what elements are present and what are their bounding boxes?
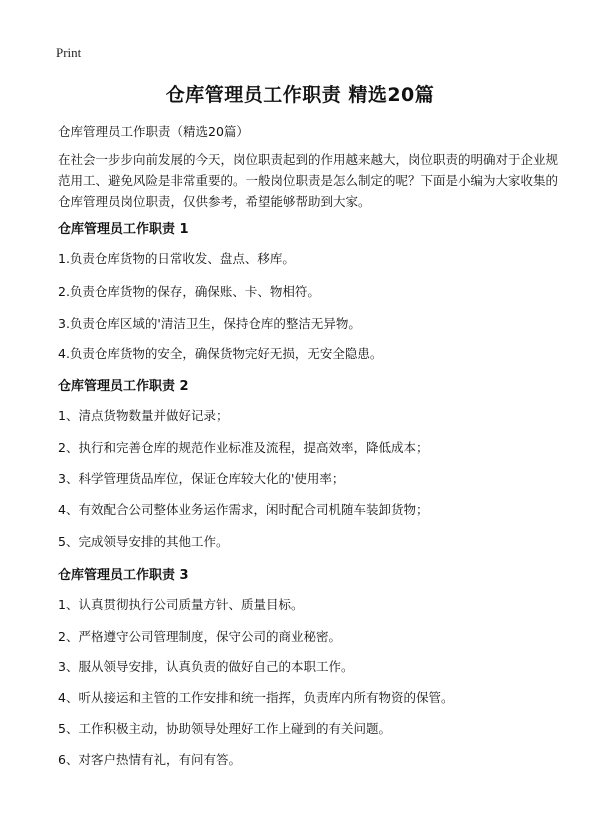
section-heading: 仓库管理员工作职责 3 <box>58 568 189 583</box>
list-item: 1.负责仓库货物的日常收发、盘点、移库。 <box>58 251 295 266</box>
list-item: 6、对客户热情有礼，有问有答。 <box>58 752 241 767</box>
list-item: 3.负责仓库区域的'清洁卫生，保持仓库的整洁无异物。 <box>58 316 361 331</box>
list-item: 2、严格遵守公司管理制度，保守公司的商业秘密。 <box>58 629 341 644</box>
intro-paragraph: 在社会一步步向前发展的今天，岗位职责起到的作用越来越大，岗位职责的明确对于企业规范用工、避免风险是非常重要的。一般岗位职责是怎么制定的呢？下面是小编为大家收集的仓库管理员岗位职责，仅供参考，希望能够帮助到大家。 <box>58 152 559 209</box>
section-heading: 仓库管理员工作职责 1 <box>58 222 189 237</box>
list-item: 5、工作积极主动，协助领导处理好工作上碰到的有关问题。 <box>58 721 391 736</box>
list-item: 4、听从接运和主管的工作安排和统一指挥，负责库内所有物资的保管。 <box>58 690 454 705</box>
list-item: 3、科学管理货品库位，保证仓库较大化的'使用率； <box>58 471 345 486</box>
list-item: 2.负责仓库货物的保存，确保账、卡、物相符。 <box>58 284 320 299</box>
list-item: 2、执行和完善仓库的规范作业标准及流程，提高效率，降低成本； <box>58 440 429 455</box>
list-item: 1、清点货物数量并做好记录； <box>58 408 229 423</box>
list-item: 4.负责仓库货物的安全，确保货物完好无损，无安全隐患。 <box>58 346 383 361</box>
list-item: 3、服从领导安排，认真负责的做好自己的本职工作。 <box>58 659 354 674</box>
list-item: 5、完成领导安排的其他工作。 <box>58 534 229 549</box>
list-item: 4、有效配合公司整体业务运作需求，闲时配合司机随车装卸货物； <box>58 502 429 517</box>
list-item: 1、认真贯彻执行公司质量方针、质量目标。 <box>58 597 304 612</box>
section-heading: 仓库管理员工作职责 2 <box>58 379 189 394</box>
print-label[interactable]: Print <box>56 45 82 60</box>
page-title: 仓库管理员工作职责 精选20篇 <box>165 84 435 106</box>
document-subtitle: 仓库管理员工作职责（精选20篇） <box>58 124 249 139</box>
